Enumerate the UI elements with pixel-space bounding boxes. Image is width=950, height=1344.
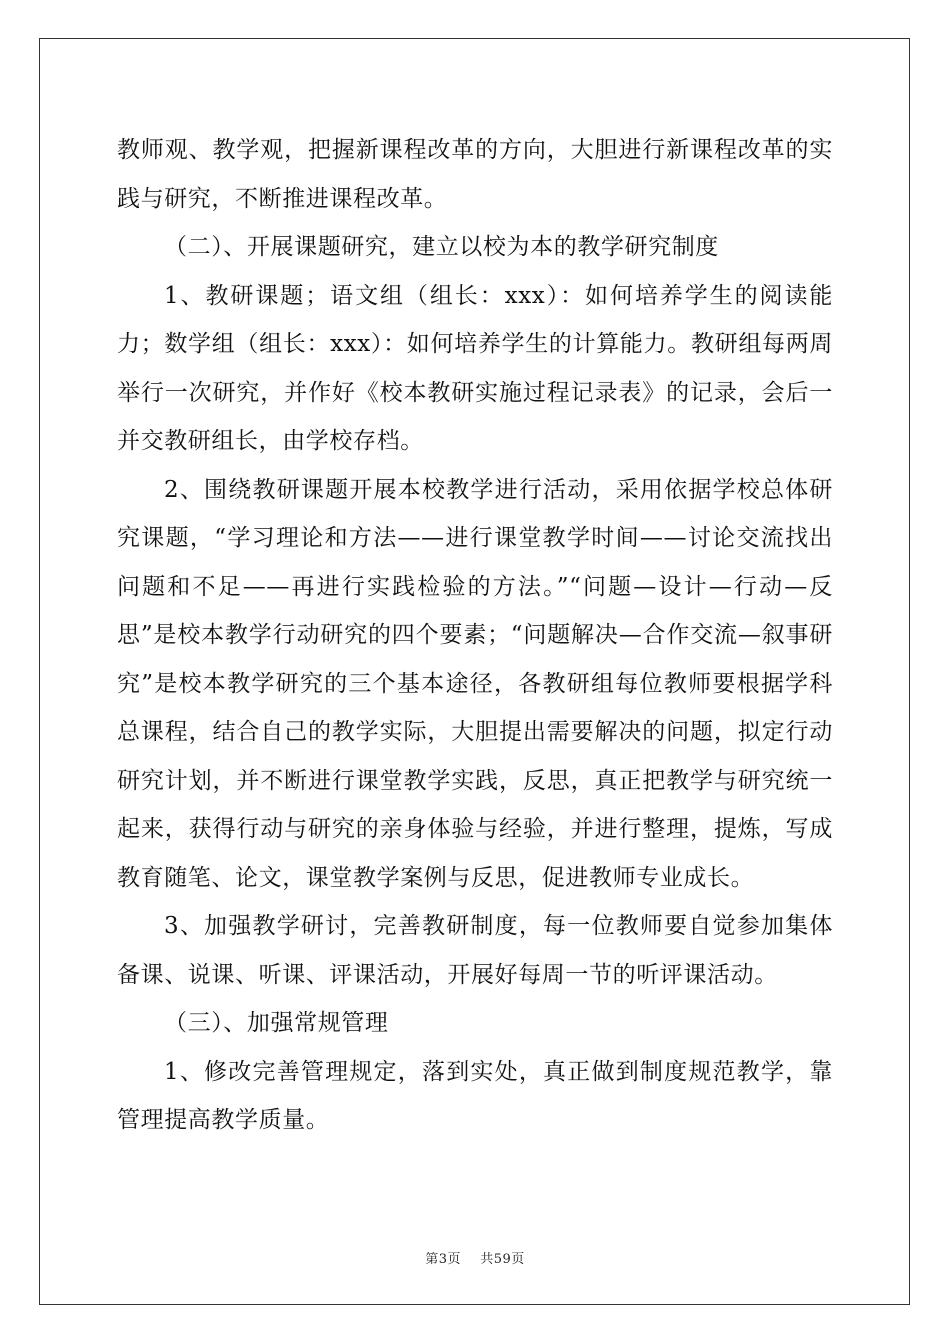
section-heading-3: （三）、加强常规管理 xyxy=(164,1010,389,1036)
paragraph-continuation: 教师观、教学观，把握新课程改革的方向，大胆进行新课程改革的实践与研究，不断推进课程改革。 xyxy=(117,137,833,212)
paragraph-item-2: 2、围绕教研课题开展本校教学进行活动，采用依据学校总体研究课题，“学习理论和方法——进行课堂教学时间——讨论交流找出问题和不足——再进行实践检验的方法。”“问题—设计—行动—反思”是校本教学行动研究的四个要素；“问题解决—合作交流—叙事研究”是校本教学研究的三个基本途径，各教研组每位教师要根据学科总课程，结合自己的教学实际，大胆提出需要解决的问题，拟定行动研究计划，并不断进行课堂教学实践，反思，真正把教学与研究统一起来，获得行动与研究的亲身体验与经验，并进行整理，提炼，写成教育随笔、论文，课堂教学案例与反思，促进教师专业成长。 xyxy=(117,476,833,891)
page-number: 第3页 xyxy=(425,1252,461,1267)
paragraph-item-3: 3、加强教学研讨，完善教研制度，每一位教师要自觉参加集体备课、说课、听课、评课活动，开展好每周一节的听评课活动。 xyxy=(117,913,833,988)
section-heading-2: （二）、开展课题研究，建立以校为本的教学研究制度 xyxy=(164,234,719,260)
paragraph-item-1: 1、教研课题；语文组（组长：xxx）：如何培养学生的阅读能力；数学组（组长：xxx）：如何培养学生的计算能力。教研组每两周举行一次研究，并作好《校本教研实施过程记录表》的记录，会后一并交教研组长，由学校存档。 xyxy=(117,282,833,454)
page-total: 共59页 xyxy=(480,1252,525,1267)
paragraph-item-1-management: 1、修改完善管理规定，落到实处，真正做到制度规范教学，靠管理提高教学质量。 xyxy=(117,1058,833,1133)
page-footer xyxy=(0,1248,950,1267)
document-body xyxy=(117,126,833,1145)
